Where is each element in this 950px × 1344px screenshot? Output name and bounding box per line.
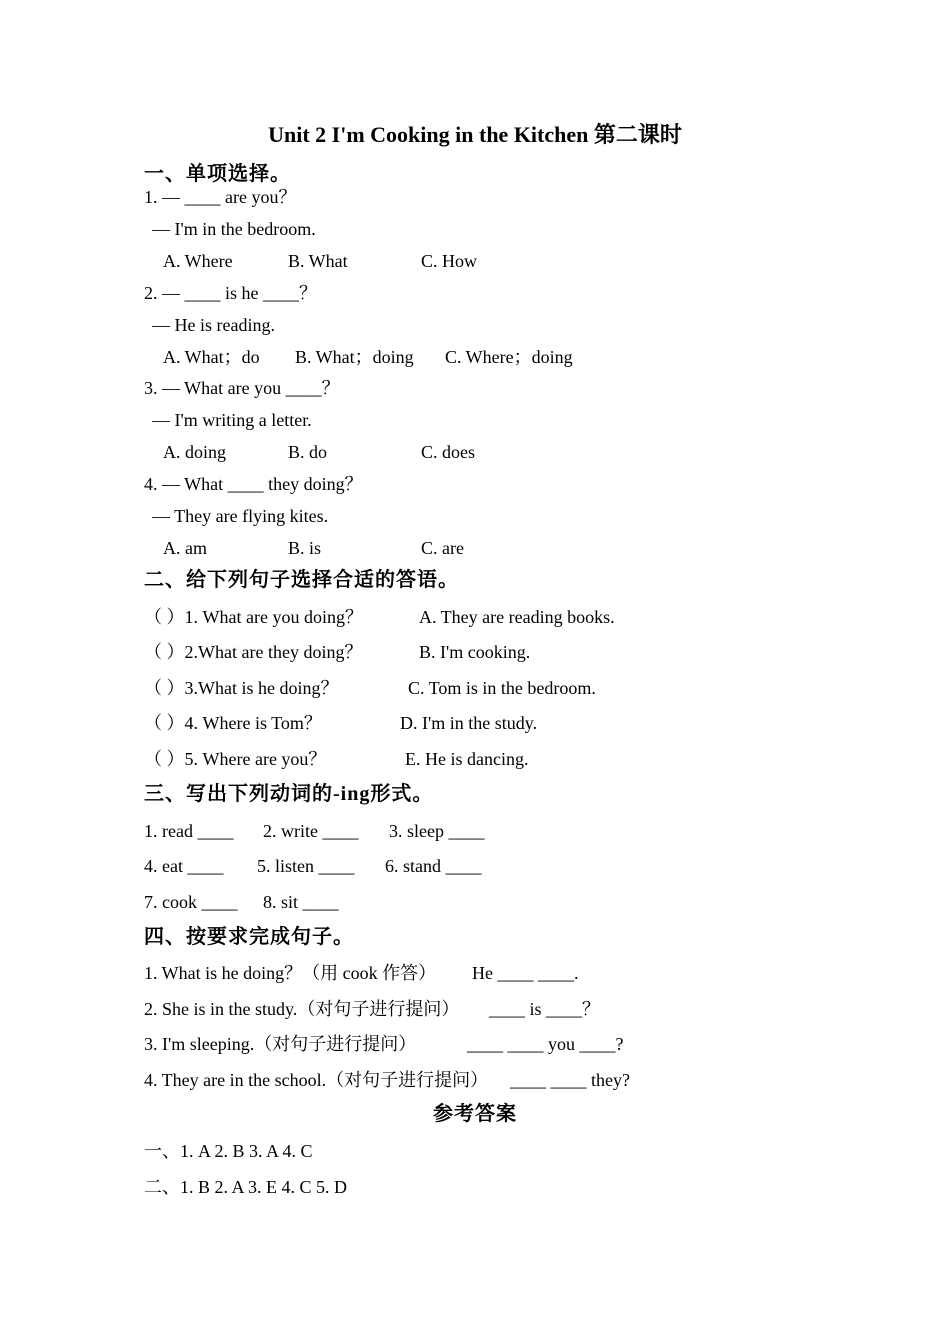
question-prompt: 4. — What ____ they doing？	[144, 474, 363, 494]
option-a: A. doing	[163, 442, 226, 462]
option-c: C. How	[421, 251, 478, 271]
option-c: C. are	[421, 538, 464, 558]
verb-item: 5. listen ____	[257, 856, 355, 876]
verb-item: 4. eat ____	[144, 856, 224, 876]
option-c: C. Where；doing	[445, 347, 573, 367]
option-b: B. What	[288, 251, 348, 271]
match-question: （ ）3.What is he doing？	[144, 678, 339, 698]
task-answer: ____ ____ you ____?	[467, 1034, 624, 1054]
section-heading: 四、按要求完成句子。	[144, 926, 354, 948]
match-question: （ ）4. Where is Tom？	[144, 713, 322, 733]
question-dialogue: — They are flying kites.	[152, 506, 329, 526]
option-a: A. am	[163, 538, 207, 558]
question-dialogue: — I'm writing a letter.	[152, 410, 312, 430]
option-b: B. What；doing	[295, 347, 414, 367]
section-heading: 三、写出下列动词的-ing形式。	[144, 783, 434, 805]
answer-key-heading: 参考答案	[433, 1103, 517, 1125]
section-heading: 二、给下列句子选择合适的答语。	[144, 569, 459, 591]
verb-item: 1. read ____	[144, 821, 234, 841]
answer-key-line: 一、1. A 2. B 3. A 4. C	[144, 1141, 313, 1161]
match-answer: C. Tom is in the bedroom.	[408, 678, 596, 698]
option-a: A. What；do	[163, 347, 260, 367]
verb-item: 7. cook ____	[144, 892, 238, 912]
question-prompt: 1. — ____ are you？	[144, 187, 297, 207]
task-answer: ____ ____ they?	[510, 1070, 630, 1090]
match-answer: E. He is dancing.	[405, 749, 529, 769]
answer-key-line: 二、1. B 2. A 3. E 4. C 5. D	[144, 1177, 348, 1197]
task-answer: He ____ ____.	[472, 963, 579, 983]
match-question: （ ）5. Where are you？	[144, 749, 327, 769]
match-answer: B. I'm cooking.	[419, 642, 531, 662]
task-question: 3. I'm sleeping.（对句子进行提问）	[144, 1034, 417, 1054]
question-dialogue: — He is reading.	[152, 315, 275, 335]
match-question: （ ）2.What are they doing？	[144, 642, 363, 662]
section-heading: 一、单项选择。	[144, 163, 291, 185]
task-question: 4. They are in the school.（对句子进行提问）	[144, 1070, 489, 1090]
option-a: A. Where	[163, 251, 233, 271]
task-answer: ____ is ____？	[489, 999, 601, 1019]
match-answer: D. I'm in the study.	[400, 713, 538, 733]
option-c: C. does	[421, 442, 475, 462]
task-question: 2. She is in the study.（对句子进行提问）	[144, 999, 460, 1019]
question-prompt: 2. — ____ is he ____？	[144, 283, 317, 303]
match-answer: A. They are reading books.	[419, 607, 615, 627]
match-question: （ ）1. What are you doing？	[144, 607, 363, 627]
verb-item: 6. stand ____	[385, 856, 482, 876]
task-question: 1. What is he doing？（用 cook 作答）	[144, 963, 437, 983]
verb-item: 3. sleep ____	[389, 821, 485, 841]
question-dialogue: — I'm in the bedroom.	[152, 219, 316, 239]
verb-item: 8. sit ____	[263, 892, 339, 912]
question-prompt: 3. — What are you ____？	[144, 378, 340, 398]
option-b: B. is	[288, 538, 322, 558]
option-b: B. do	[288, 442, 328, 462]
page-title: Unit 2 I'm Cooking in the Kitchen 第二课时	[268, 122, 682, 147]
verb-item: 2. write ____	[263, 821, 359, 841]
